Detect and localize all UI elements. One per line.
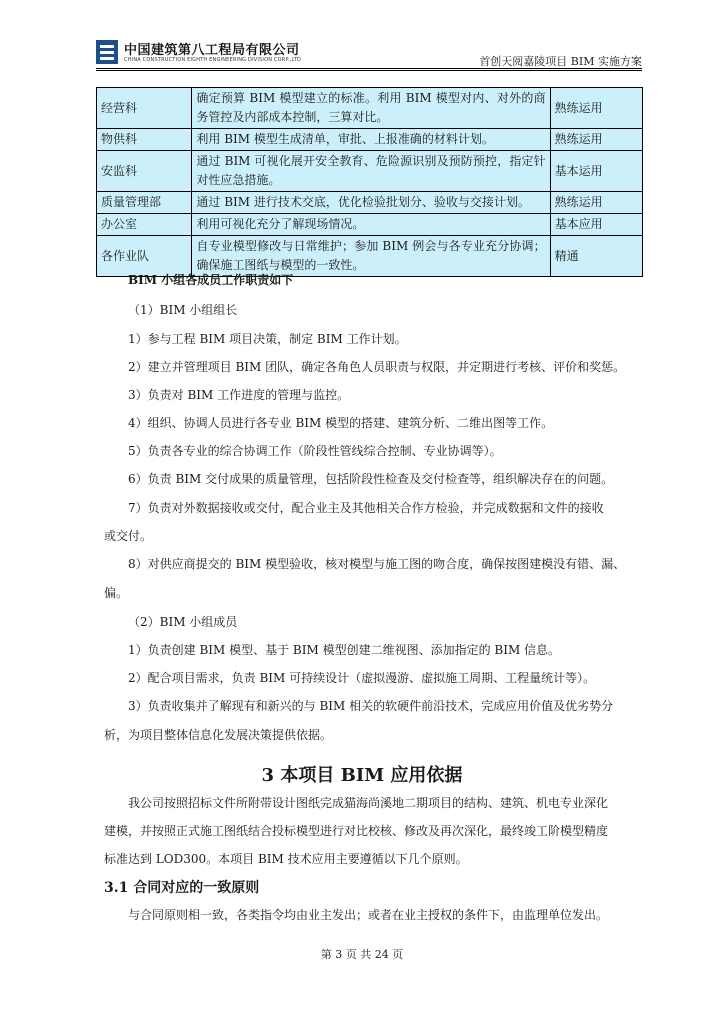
table-row bbox=[97, 129, 643, 151]
org-name: 中国建筑第八工程局有限公司 bbox=[124, 43, 300, 58]
level-cell: 基本应用 bbox=[550, 214, 642, 236]
list-item-continuation: 偏。 bbox=[104, 586, 129, 600]
table-row bbox=[97, 214, 643, 236]
list-item: 1）负责创建 BIM 模型、基于 BIM 模型创建二维视图、添加指定的 BIM 信息。 bbox=[128, 643, 561, 657]
level-cell: 基本运用 bbox=[550, 151, 642, 192]
level-cell: 精通 bbox=[550, 236, 642, 277]
org-name-en: CHINA CONSTRUCTION EIGHTH ENGINEERING DIVISION CORP.,LTD bbox=[124, 57, 302, 63]
list-item: 1）参与工程 BIM 项目决策，制定 BIM 工作计划。 bbox=[128, 332, 407, 346]
duty-cell: 利用 BIM 模型生成清单，审批、上报准确的材料计划。 bbox=[192, 129, 550, 151]
list-item: 4）组织、协调人员进行各专业 BIM 模型的搭建、建筑分析、二维出图等工作。 bbox=[128, 416, 554, 430]
table-row bbox=[97, 192, 643, 214]
list-item: 8）对供应商提交的 BIM 模型验收，核对模型与施工图的吻合度，确保按图建模没有错、漏、 bbox=[128, 557, 626, 571]
duty-cell: 自专业模型修改与日常维护；参加 BIM 例会与各专业充分协调；确保施工图纸与模型的一致性。 bbox=[192, 236, 550, 277]
header-divider bbox=[96, 68, 642, 69]
dept-cell: 办公室 bbox=[97, 214, 192, 236]
leader-heading: （1）BIM 小组组长 bbox=[128, 303, 238, 317]
members-title: BIM 小组各成员工作职责如下 bbox=[128, 273, 294, 287]
page-number: 第 3 页 共 24 页 bbox=[320, 948, 404, 961]
table-row bbox=[97, 236, 643, 277]
list-item-continuation: 析，为项目整体信息化发展决策提供依据。 bbox=[104, 728, 333, 742]
list-item: 6）负责 BIM 交付成果的质量管理，包括阶段性检查及交付检查等，组织解决存在的问题。 bbox=[128, 472, 614, 486]
list-item: 5）负责各专业的综合协调工作（阶段性管线综合控制、专业协调等）。 bbox=[128, 444, 502, 458]
duty-cell: 利用可视化充分了解现场情况。 bbox=[192, 214, 550, 236]
document-title: 首创天阅嘉陵项目 BIM 实施方案 bbox=[479, 55, 642, 68]
level-cell: 熟练运用 bbox=[550, 192, 642, 214]
list-item: 7）负责对外数据接收或交付，配合业主及其他相关合作方检验，并完成数据和文件的接收 bbox=[128, 501, 604, 515]
list-item-continuation: 或交付。 bbox=[104, 529, 153, 543]
dept-cell: 各作业队 bbox=[97, 236, 192, 277]
paragraph-line: 标准达到 LOD300。本项目 BIM 技术应用主要遵循以下几个原则。 bbox=[104, 852, 468, 866]
department-duty-table bbox=[96, 87, 643, 277]
duty-cell: 确定预算 BIM 模型建立的标准。利用 BIM 模型对内、对外的商务管控及内部成本控制，三算对比。 bbox=[192, 88, 550, 129]
header-divider-thin bbox=[96, 70, 642, 71]
duty-cell: 通过 BIM 可视化展开安全教育、危险源识别及预防预控，指定针对性应急措施。 bbox=[192, 151, 550, 192]
dept-cell: 质量管理部 bbox=[97, 192, 192, 214]
subsection-title: 3.1 合同对应的一致原则 bbox=[104, 880, 260, 896]
paragraph-line: 与合同原则相一致，各类指令均由业主发出；或者在业主授权的条件下，由监理单位发出。 bbox=[128, 908, 609, 922]
level-cell: 熟练运用 bbox=[550, 88, 642, 129]
dept-cell: 经营科 bbox=[97, 88, 192, 129]
page-header bbox=[96, 36, 642, 72]
dept-cell: 物供科 bbox=[97, 129, 192, 151]
paragraph-line: 我公司按照招标文件所附带设计图纸完成猫海尚溪地二期项目的结构、建筑、机电专业深化 bbox=[128, 796, 609, 810]
list-item: 3）负责收集并了解现有和新兴的与 BIM 相关的软硬件前沿技术，完成应用价值及优劣势分 bbox=[128, 699, 614, 713]
member-heading: （2）BIM 小组成员 bbox=[128, 615, 238, 629]
list-item: 2）配合项目需求，负责 BIM 可持续设计（虚拟漫游、虚拟施工周期、工程量统计等）。 bbox=[128, 671, 596, 685]
list-item: 2）建立并管理项目 BIM 团队，确定各角色人员职责与权限，并定期进行考核、评价和奖惩。 bbox=[128, 360, 626, 374]
duty-cell: 通过 BIM 进行技术交底，优化检验批划分、验收与交接计划。 bbox=[192, 192, 550, 214]
table-row bbox=[97, 151, 643, 192]
list-item: 3）负责对 BIM 工作进度的管理与监控。 bbox=[128, 388, 350, 402]
table-row bbox=[97, 88, 643, 129]
section-title: 3 本项目 BIM 应用依据 bbox=[261, 765, 463, 786]
company-logo bbox=[96, 40, 118, 64]
level-cell: 熟练运用 bbox=[550, 129, 642, 151]
dept-cell: 安监科 bbox=[97, 151, 192, 192]
paragraph-line: 建模，并按照正式施工图纸结合投标模型进行对比校核、修改及再次深化，最终竣工阶模型精度 bbox=[104, 824, 609, 838]
